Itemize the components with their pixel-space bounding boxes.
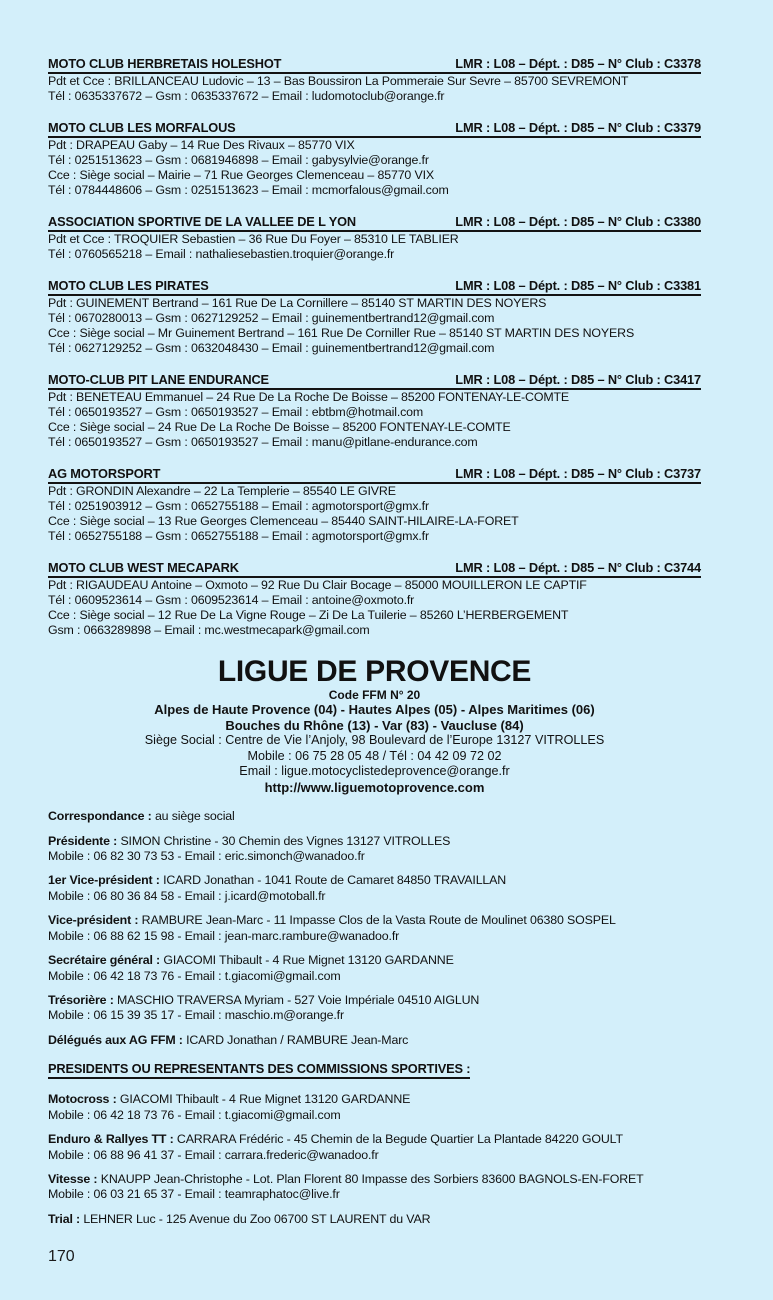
official-entry [48,873,701,904]
club-entry [48,467,701,544]
club-detail-line: Cce : Siège social – 12 Rue De La Vigne Rouge – Zi De La Tuilerie – 85260 L’HERBERGEMENT [48,608,569,622]
club-header [48,121,701,138]
club-ref: LMR : L08 – Dépt. : D85 – N° Club : C3417 [455,372,701,387]
commission-text: GIACOMI Thibault - 4 Rue Mignet 13120 GARDANNE [119,1092,411,1107]
club-name: MOTO CLUB LES MORFALOUS [48,120,236,135]
official-entry [48,953,701,984]
commission-label: Trial : [48,1212,81,1227]
official-text: ICARD Jonathan / RAMBURE Jean-Marc [186,1033,409,1048]
club-ref: LMR : L08 – Dépt. : D85 – N° Club : C3737 [455,466,701,481]
official-contact-line: Mobile : 06 42 18 73 76 - Email : t.giacomi@gmail.com [48,968,341,983]
official-text: au siège social [154,809,235,823]
club-entry [48,215,701,262]
official-label: Vice-président : [48,913,139,928]
club-detail-line: Tél : 0609523614 – Gsm : 0609523614 – Email : antoine@oxmoto.fr [48,593,415,607]
official-text: MASCHIO TRAVERSA Myriam - 527 Voie Impériale 04510 AIGLUN [117,993,480,1008]
club-detail-line: Pdt : RIGAUDEAU Antoine – Oxmoto – 92 Rue Du Clair Bocage – 85000 MOUILLERON LE CAPTIF [48,578,587,592]
official-contact-line: Mobile : 06 80 36 84 58 - Email : j.icard@motoball.fr [48,888,326,903]
ligue-ffm-code: Code FFM N° 20 [328,688,421,702]
club-entry [48,121,701,198]
official-label: Trésorière : [48,993,114,1008]
club-header [48,215,701,232]
official-label: 1er Vice-président : [48,873,160,888]
commission-text: LEHNER Luc - 125 Avenue du Zoo 06700 ST LAURENT du VAR [83,1212,431,1227]
page-content [48,57,701,1237]
club-detail-line: Pdt : DRAPEAU Gaby – 14 Rue Des Rivaux – 85770 VIX [48,138,355,152]
official-label: Présidente : [48,833,118,848]
ligue-regions-line2: Bouches du Rhône (13) - Var (83) - Vaucluse (84) [225,717,524,733]
club-entry [48,57,701,104]
club-detail-line: Cce : Siège social – Mr Guinement Bertrand – 161 Rue De Corniller Rue – 85140 ST MARTIN DES NOYERS [48,326,635,340]
club-entry [48,373,701,450]
official-entry [48,834,701,865]
club-header [48,467,701,484]
club-detail-line: Tél : 0635337672 – Gsm : 0635337672 – Email : ludomotoclub@orange.fr [48,89,445,103]
club-entry [48,561,701,638]
club-header [48,373,701,390]
commissions-header: PRESIDENTS OU REPRESENTANTS DES COMMISSIONS SPORTIVES : [48,1062,470,1079]
commission-contact-line: Mobile : 06 42 18 73 76 - Email : t.giacomi@gmail.com [48,1107,341,1122]
commission-entry [48,1132,701,1163]
club-ref: LMR : L08 – Dépt. : D85 – N° Club : C3381 [455,278,701,293]
commission-contact-line: Mobile : 06 03 21 65 37 - Email : teamraphatoc@live.fr [48,1187,340,1202]
club-detail-line: Pdt : GUINEMENT Bertrand – 161 Rue De La Cornillere – 85140 ST MARTIN DES NOYERS [48,296,547,310]
club-name: ASSOCIATION SPORTIVE DE LA VALLEE DE L YON [48,214,356,229]
club-detail-line: Pdt : GRONDIN Alexandre – 22 La Templerie – 85540 LE GIVRE [48,484,396,498]
commission-entry [48,1172,701,1203]
official-entry [48,1033,701,1048]
commission-entry [48,1212,701,1227]
ligue-website: http://www.liguemotoprovence.com [264,779,485,795]
commission-label: Motocross : [48,1092,117,1107]
club-header [48,57,701,74]
ligue-title: LIGUE DE PROVENCE [217,655,532,688]
official-contact-line: Mobile : 06 15 39 35 17 - Email : maschio.m@orange.fr [48,1008,344,1023]
commission-contact-line: Mobile : 06 88 96 41 37 - Email : carrara.frederic@wanadoo.fr [48,1147,379,1162]
official-contact-line: Mobile : 06 82 30 73 53 - Email : eric.simonch@wanadoo.fr [48,848,365,863]
official-contact-line: Mobile : 06 88 62 15 98 - Email : jean-marc.rambure@wanadoo.fr [48,928,400,943]
ligue-phones: Mobile : 06 75 28 05 48 / Tél : 04 42 09 72 02 [247,748,502,763]
club-name: MOTO CLUB HERBRETAIS HOLESHOT [48,56,282,71]
official-label: Secrétaire général : [48,953,161,968]
official-text: RAMBURE Jean-Marc - 11 Impasse Clos de la Vasta Route de Moulinet 06380 SOSPEL [141,913,616,928]
club-name: AG MOTORSPORT [48,466,161,481]
club-detail-line: Gsm : 0663289898 – Email : mc.westmecapark@gmail.com [48,623,370,637]
commissions-list [48,1092,701,1227]
official-text: GIACOMI Thibault - 4 Rue Mignet 13120 GARDANNE [163,953,454,968]
club-detail-line: Tél : 0670280013 – Gsm : 0627129252 – Email : guinementbertrand12@gmail.com [48,311,495,325]
club-name: MOTO CLUB WEST MECAPARK [48,560,239,575]
club-detail-line: Cce : Siège social – 24 Rue De La Roche De Boisse – 85200 FONTENAY-LE-COMTE [48,420,511,434]
official-label: Correspondance : [48,809,152,823]
club-ref: LMR : L08 – Dépt. : D85 – N° Club : C3744 [455,560,701,575]
ligue-officials [48,809,701,1048]
official-text: SIMON Christine - 30 Chemin des Vignes 13127 VITROLLES [120,833,451,848]
club-ref: LMR : L08 – Dépt. : D85 – N° Club : C3379 [455,120,701,135]
commission-text: KNAUPP Jean-Christophe - Lot. Plan Florent 80 Impasse des Sorbiers 83600 BAGNOLS-EN-FORET [100,1172,644,1187]
club-detail-line: Tél : 0627129252 – Gsm : 0632048430 – Email : guinementbertrand12@gmail.com [48,341,495,355]
commission-text: CARRARA Frédéric - 45 Chemin de la Begude Quartier La Plantade 84220 GOULT [176,1132,623,1147]
official-entry [48,993,701,1024]
ligue-siege-social: Siège Social : Centre de Vie l’Anjoly, 98 Boulevard de l’Europe 13127 VITROLLES [144,733,605,747]
club-detail-line: Tél : 0652755188 – Gsm : 0652755188 – Email : agmotorsport@gmx.fr [48,529,429,543]
commission-label: Vitesse : [48,1172,98,1187]
club-name: MOTO-CLUB PIT LANE ENDURANCE [48,372,269,387]
club-detail-line: Tél : 0650193527 – Gsm : 0650193527 – Email : manu@pitlane-endurance.com [48,435,478,449]
club-detail-line: Tél : 0251903912 – Gsm : 0652755188 – Email : agmotorsport@gmx.fr [48,499,429,513]
club-detail-line: Cce : Siège social – 13 Rue Georges Clemenceau – 85440 SAINT-HILAIRE-LA-FORET [48,514,519,528]
club-detail-line: Tél : 0760565218 – Email : nathaliesebastien.troquier@orange.fr [48,247,395,261]
ligue-header [48,655,701,795]
official-entry [48,809,701,824]
club-detail-line: Pdt : BENETEAU Emmanuel – 24 Rue De La Roche De Boisse – 85200 FONTENAY-LE-COMTE [48,390,570,404]
club-detail-line: Pdt et Cce : BRILLANCEAU Ludovic – 13 – Bas Boussiron La Pommeraie Sur Sevre – 85700 SEVREMONT [48,74,629,88]
club-detail-line: Tél : 0784448606 – Gsm : 0251513623 – Email : mcmorfalous@gmail.com [48,183,449,197]
club-header [48,561,701,578]
commissions-section [48,1060,701,1079]
ligue-regions-line1: Alpes de Haute Provence (04) - Hautes Alpes (05) - Alpes Maritimes (06) [154,702,595,717]
club-name: MOTO CLUB LES PIRATES [48,278,209,293]
ligue-email: Email : ligue.motocyclistedeprovence@orange.fr [239,764,510,778]
club-header [48,279,701,296]
commission-label: Enduro & Rallyes TT : [48,1132,174,1147]
club-ref: LMR : L08 – Dépt. : D85 – N° Club : C3378 [455,56,701,71]
club-detail-line: Cce : Siège social – Mairie – 71 Rue Georges Clemenceau – 85770 VIX [48,168,434,182]
commission-entry [48,1092,701,1123]
club-ref: LMR : L08 – Dépt. : D85 – N° Club : C3380 [455,214,701,229]
club-detail-line: Tél : 0650193527 – Gsm : 0650193527 – Email : ebtbm@hotmail.com [48,405,424,419]
club-detail-line: Tél : 0251513623 – Gsm : 0681946898 – Email : gabysylvie@orange.fr [48,153,429,167]
official-label: Délégués aux AG FFM : [48,1033,183,1048]
official-entry [48,913,701,944]
page-number: 170 [48,1248,75,1265]
club-entry [48,279,701,356]
club-detail-line: Pdt et Cce : TROQUIER Sebastien – 36 Rue Du Foyer – 85310 LE TABLIER [48,232,459,246]
official-text: ICARD Jonathan - 1041 Route de Camaret 84850 TRAVAILLAN [163,873,507,888]
